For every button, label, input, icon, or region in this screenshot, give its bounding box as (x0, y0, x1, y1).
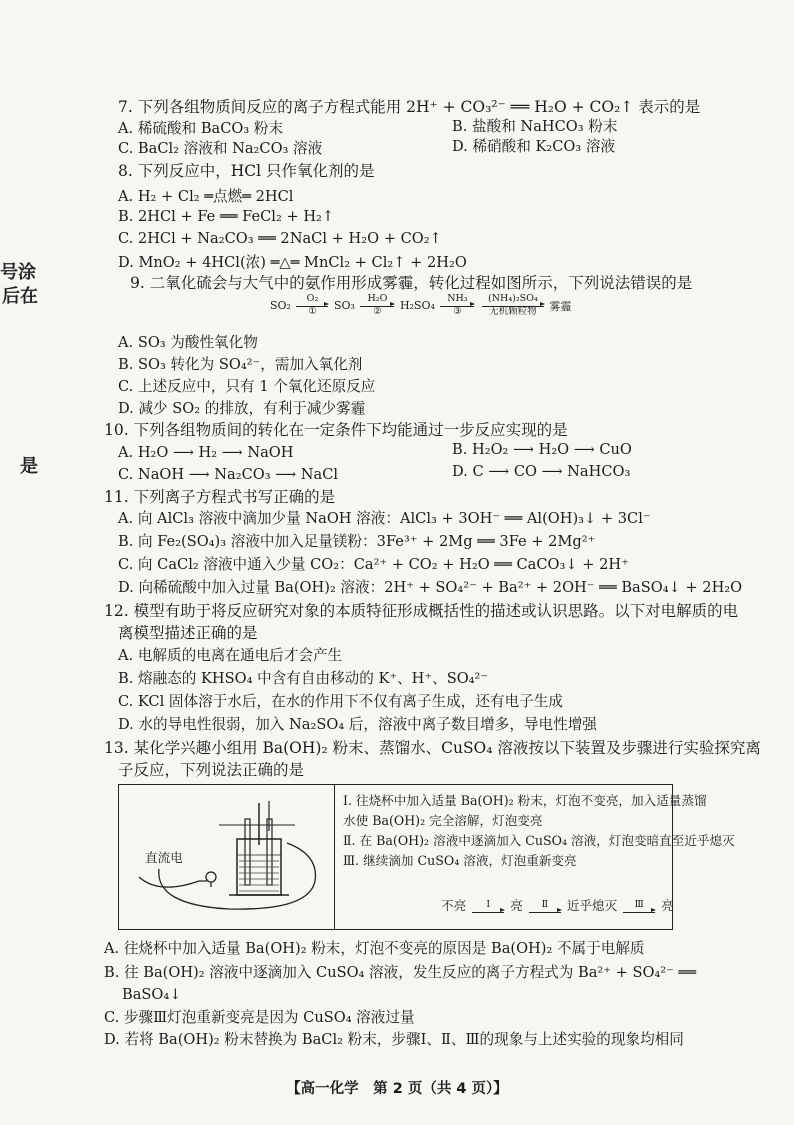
bulb-state-flow (441, 895, 674, 914)
q9-conversion-flow (270, 294, 571, 317)
q7-option-b[interactable]: B. 盐酸和 NaHCO₃ 粉末 (452, 118, 618, 135)
q13-option-d[interactable]: D. 若将 Ba(OH)₂ 粉末替换为 BaCl₂ 粉末，步骤Ⅰ、Ⅱ、Ⅲ的现象与上述实验的现象均相同 (104, 1031, 684, 1048)
q10-option-c[interactable]: C. NaOH ⟶ Na₂CO₃ ⟶ NaCl (118, 466, 339, 483)
page-footer: 【高一化学 第 2 页（共 4 页）】 (286, 1081, 508, 1097)
q9-option-c[interactable]: C. 上述反应中，只有 1 个氧化还原反应 (118, 378, 376, 395)
q8-option-c[interactable]: C. 2HCl + Na₂CO₃ ══ 2NaCl + H₂O + CO₂↑ (118, 230, 442, 247)
flow-species: SO₃ (333, 299, 355, 312)
q9-option-b[interactable]: B. SO₃ 转化为 SO₄²⁻，需加入氧化剂 (118, 356, 363, 373)
step-1-cont: 水使 Ba(OH)₂ 完全溶解，灯泡变亮 (343, 813, 543, 828)
q11-option-a[interactable]: A. 向 AlCl₃ 溶液中滴加少量 NaOH 溶液：AlCl₃ + 3OH⁻ ══ Al(OH)₃↓ + 3Cl⁻ (118, 510, 651, 527)
q12-option-c[interactable]: C. KCl 固体溶于水后，在水的作用下不仅有离子生成，还有电子生成 (118, 693, 563, 710)
question-13-stem: 13. 某化学兴趣小组用 Ba(OH)₂ 粉末、蒸馏水、CuSO₄ 溶液按以下装置及步骤进行实验探究离 (104, 739, 761, 757)
q13-option-a[interactable]: A. 往烧杯中加入适量 Ba(OH)₂ 粉末，灯泡不变亮的原因是 Ba(OH)₂ 不属于电解质 (104, 940, 645, 957)
q7-option-c[interactable]: C. BaCl₂ 溶液和 Na₂CO₃ 溶液 (118, 140, 323, 157)
experiment-steps (343, 791, 735, 871)
q10-option-b[interactable]: B. H₂O₂ ⟶ H₂O ⟶ CuO (452, 441, 632, 458)
bulb-state: 近乎熄灭 (566, 898, 618, 913)
apparatus-diagram (119, 785, 331, 929)
q9-option-d[interactable]: D. 减少 SO₂ 的排放，有利于减少雾霾 (118, 400, 366, 417)
bulb-state: 不亮 (441, 898, 467, 913)
question-13-stem-cont: 子反应，下列说法正确的是 (118, 761, 305, 779)
step-arrow: Ⅰ (472, 900, 504, 913)
q11-option-b[interactable]: B. 向 Fe₂(SO₄)₃ 溶液中加入足量镁粉：3Fe³⁺ + 2Mg ══ 3Fe + 2Mg²⁺ (118, 533, 596, 550)
question-9-stem: 9. 二氧化硫会与大气中的氨作用形成雾霾，转化过程如图所示，下列说法错误的是 (130, 274, 693, 292)
bulb-state: 亮 (661, 898, 674, 913)
q7-option-d[interactable]: D. 稀硝酸和 K₂CO₃ 溶液 (452, 138, 616, 155)
step-2: Ⅱ. 在 Ba(OH)₂ 溶液中逐滴加入 CuSO₄ 溶液，灯泡变暗直至近乎熄灭 (343, 833, 735, 848)
q10-option-a[interactable]: A. H₂O ⟶ H₂ ⟶ NaOH (118, 444, 294, 461)
q11-option-d[interactable]: D. 向稀硫酸中加入过量 Ba(OH)₂ 溶液：2H⁺ + SO₄²⁻ + Ba²⁺ + 2OH⁻ ══ BaSO₄↓ + 2H₂O (118, 579, 743, 596)
q10-option-d[interactable]: D. C ⟶ CO ⟶ NaHCO₃ (452, 463, 631, 480)
q13-option-c[interactable]: C. 步骤Ⅲ灯泡重新变亮是因为 CuSO₄ 溶液过量 (104, 1009, 415, 1026)
bulb-state: 亮 (510, 898, 523, 913)
q7-option-a[interactable]: A. 稀硫酸和 BaCO₃ 粉末 (118, 120, 284, 137)
question-12-stem-cont: 离模型描述正确的是 (118, 624, 258, 642)
flow-arrow: NH₃ ③ (440, 294, 474, 317)
flow-species: SO₂ (270, 299, 291, 312)
step-3: Ⅲ. 继续滴加 CuSO₄ 溶液，灯泡重新变亮 (343, 853, 577, 868)
q13-option-b[interactable]: B. 往 Ba(OH)₂ 溶液中逐滴加入 CuSO₄ 溶液，发生反应的离子方程式为 Ba²⁺ + SO₄²⁻ ══ (104, 964, 697, 981)
question-10-stem: 10. 下列各组物质间的转化在一定条件下均能通过一步反应实现的是 (104, 421, 568, 439)
step-arrow: Ⅱ (529, 900, 561, 913)
q8-option-b[interactable]: B. 2HCl + Fe ══ FeCl₂ + H₂↑ (118, 208, 335, 225)
q12-option-a[interactable]: A. 电解质的电离在通电后才会产生 (118, 647, 343, 664)
question-8-stem: 8. 下列反应中，HCl 只作氧化剂的是 (118, 162, 375, 180)
q9-option-a[interactable]: A. SO₃ 为酸性氧化物 (118, 334, 258, 351)
margin-fragment: 号涂 (0, 262, 36, 283)
bulb-icon (206, 872, 216, 882)
q13-option-b-cont: BaSO₄↓ (122, 986, 182, 1003)
q12-option-d[interactable]: D. 水的导电性很弱，加入 Na₂SO₄ 后，溶液中离子数目增多，导电性增强 (118, 716, 597, 733)
flow-species: 雾霾 (549, 299, 572, 313)
flow-arrow: H₂O ② (360, 294, 394, 317)
q12-option-b[interactable]: B. 熔融态的 KHSO₄ 中含有自由移动的 K⁺、H⁺、SO₄²⁻ (118, 670, 489, 687)
q8-option-d[interactable]: D. MnO₂ + 4HCl(浓) ═△═ MnCl₂ + Cl₂↑ + 2H₂O (118, 254, 467, 271)
question-11-stem: 11. 下列离子方程式书写正确的是 (104, 488, 336, 506)
flow-arrow: O₂ ① (296, 294, 328, 317)
experiment-box (118, 784, 735, 930)
dc-power-label: 直流电 (145, 850, 183, 865)
flow-species: H₂SO₄ (399, 299, 435, 312)
q11-option-c[interactable]: C. 向 CaCl₂ 溶液中通入少量 CO₂：Ca²⁺ + CO₂ + H₂O ══ CaCO₃↓ + 2H⁺ (118, 556, 629, 573)
step-arrow: Ⅲ (623, 900, 655, 913)
margin-fragment: 后在 (2, 286, 38, 307)
step-1: Ⅰ. 往烧杯中加入适量 Ba(OH)₂ 粉末，灯泡不变亮，加入适量蒸馏 (343, 793, 707, 808)
flow-product: (NH₄)₂SO₄ 无机颗粒物 (482, 294, 544, 317)
margin-fragment: 是 (20, 456, 38, 477)
q8-option-a[interactable]: A. H₂ + Cl₂ ═点燃═ 2HCl (118, 188, 294, 205)
question-12-stem: 12. 模型有助于将反应研究对象的本质特征形成概括性的描述或认识思路。以下对电解质的电 (104, 602, 739, 620)
question-7-stem: 7. 下列各组物质间反应的离子方程式能用 2H⁺ + CO₃²⁻ ══ H₂O + CO₂↑ 表示的是 (118, 98, 701, 116)
